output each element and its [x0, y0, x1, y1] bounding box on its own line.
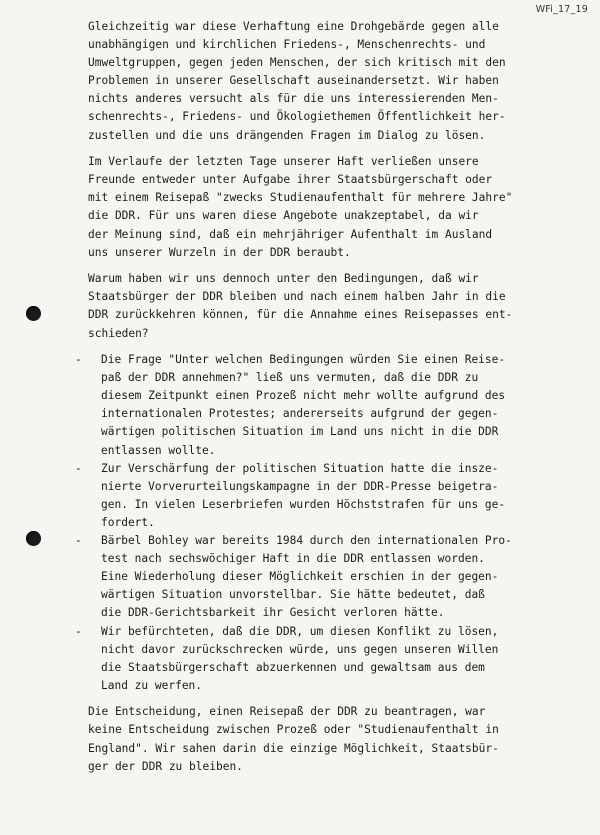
list-item	[75, 532, 588, 622]
text-line: Die Entscheidung, einen Reisepaß der DDR zu beantragen, war	[88, 705, 486, 719]
dash-marker: -	[75, 534, 82, 548]
text-line: fordert.	[101, 515, 155, 529]
text-line: keine Entscheidung zwischen Prozeß oder "Studienaufenthalt in	[88, 723, 499, 737]
text-line: nichts anderes versucht als für die uns interessierenden Men-	[88, 92, 499, 106]
list-item	[75, 351, 588, 460]
text-line: Warum haben wir uns dennoch unter den Bedingungen, daß wir	[88, 272, 479, 286]
paragraph-intimidation	[88, 18, 588, 145]
text-line: ger der DDR zu bleiben.	[88, 759, 243, 773]
text-line: Staatsbürger der DDR bleiben und nach einem halben Jahr in die	[88, 290, 506, 304]
text-line: DDR zurückkehren können, für die Annahme eines Reisepasses ent-	[88, 308, 513, 322]
paragraph-detention	[88, 153, 588, 262]
text-line: schenrechts-, Friedens- und Ökologiethemen Öffentlichkeit her-	[88, 110, 506, 124]
paragraph-question	[88, 270, 588, 342]
text-line: Die Frage "Unter welchen Bedingungen würden Sie einen Reise-	[101, 353, 506, 367]
text-line: die DDR. Für uns waren diese Angebote unakzeptabel, da wir	[88, 209, 479, 223]
text-line: Bärbel Bohley war bereits 1984 durch den internationalen Pro-	[101, 534, 512, 548]
dash-marker: -	[75, 461, 82, 475]
text-line: Gleichzeitig war diese Verhaftung eine Drohgebärde gegen alle	[88, 20, 499, 33]
text-line: paß der DDR annehmen?" ließ uns vermuten, daß die DDR zu	[101, 371, 479, 385]
paragraph-closing	[88, 703, 588, 775]
list-item	[75, 460, 588, 532]
text-line: internationalen Protestes; andererseits aufgrund der gegen-	[101, 407, 499, 421]
text-line: gen. In vielen Leserbriefen wurden Höchststrafen für uns ge-	[101, 497, 506, 511]
punch-hole	[26, 531, 41, 546]
text-line: diesem Zeitpunkt einen Prozeß nicht mehr wollte aufgrund des	[101, 389, 506, 403]
text-line: die DDR-Gerichtsbarkeit ihr Gesicht verloren hätte.	[101, 606, 445, 620]
list-item	[75, 623, 588, 695]
dash-marker: -	[75, 624, 82, 638]
text-line: Problemen in unserer Gesellschaft auseinandersetzt. Wir haben	[88, 74, 499, 88]
text-line: Im Verlaufe der letzten Tage unserer Haft verließen unsere	[88, 155, 479, 169]
text-line: test nach sechswöchiger Haft in die DDR entlassen worden.	[101, 552, 485, 566]
text-line: unabhängigen und kirchlichen Friedens-, Menschenrechts- und	[88, 38, 486, 52]
text-line: nierte Vorverurteilungskampagne in der DDR-Presse beigetra-	[101, 479, 499, 493]
archive-stamp: WFi_17_19	[535, 4, 588, 15]
text-line: wärtigen Situation unvorstellbar. Sie hätte bedeutet, daß	[101, 588, 485, 602]
text-line: Freunde entweder unter Aufgabe ihrer Staatsbürgerschaft oder	[88, 173, 493, 187]
text-line: nicht davor zurückschrecken würde, uns gegen unseren Willen	[101, 642, 499, 656]
document-body	[75, 18, 588, 776]
text-line: England". Wir sahen darin die einzige Möglichkeit, Staatsbür-	[88, 741, 499, 755]
text-line: entlassen wollte.	[101, 443, 216, 457]
text-line: uns unserer Wurzeln in der DDR beraubt.	[88, 245, 351, 259]
reason-list	[75, 351, 588, 695]
text-line: Umweltgruppen, gegen jeden Menschen, der sich kritisch mit den	[88, 56, 506, 70]
text-line: Zur Verschärfung der politischen Situation hatte die insze-	[101, 461, 499, 475]
text-line: schieden?	[88, 326, 149, 340]
punch-hole	[26, 306, 41, 321]
text-line: die Staatsbürgerschaft abzuerkennen und gewaltsam aus dem	[101, 660, 485, 674]
text-line: Wir befürchteten, daß die DDR, um diesen Konflikt zu lösen,	[101, 624, 499, 638]
text-line: zustellen und die uns drängenden Fragen im Dialog zu lösen.	[88, 128, 486, 142]
text-line: der Meinung sind, daß ein mehrjähriger Aufenthalt im Ausland	[88, 227, 493, 241]
text-line: Eine Wiederholung dieser Möglichkeit erschien in der gegen-	[101, 570, 499, 584]
text-line: mit einem Reisepaß "zwecks Studienaufenthalt für mehrere Jahre"	[88, 191, 513, 205]
text-line: wärtigen politischen Situation im Land uns nicht in die DDR	[101, 425, 499, 439]
dash-marker: -	[75, 353, 82, 367]
text-line: Land zu werfen.	[101, 678, 203, 692]
